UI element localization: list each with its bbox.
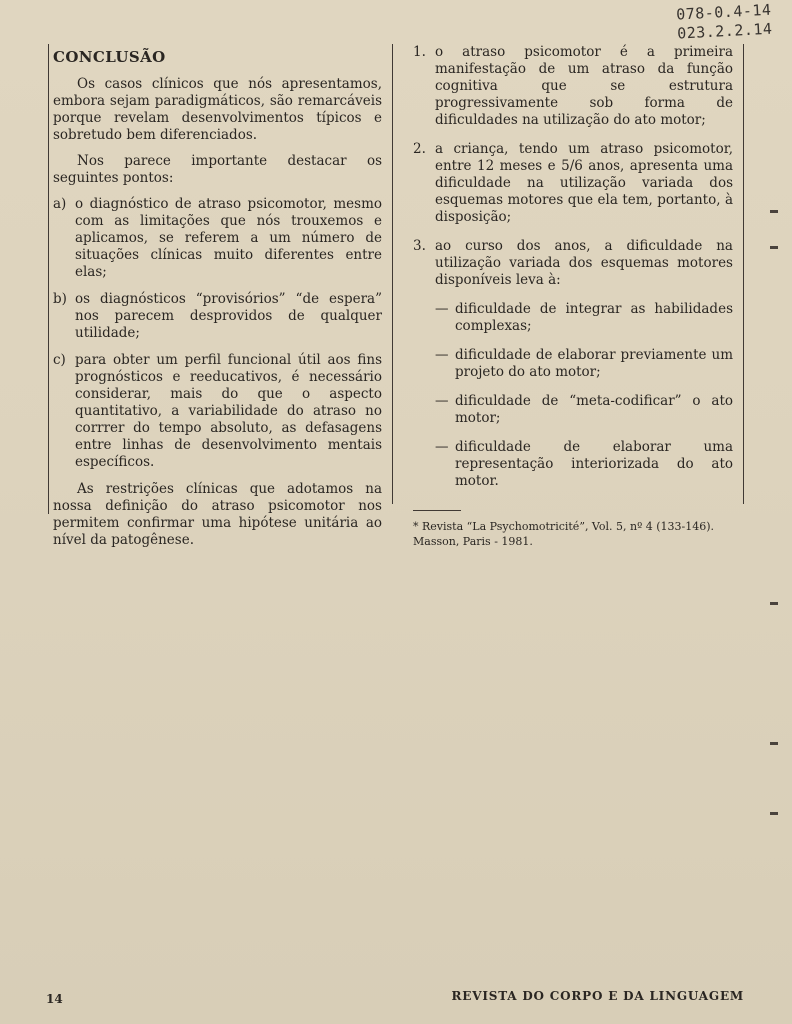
binding-mark <box>770 602 778 605</box>
footnote: * Revista “La Psychomotricité”, Vol. 5, nº 4 (133-146). Masson, Paris - 1981. <box>413 520 715 548</box>
footnote-rule <box>413 510 461 511</box>
difficulty-text: dificuldade de elaborar previamente um projeto do ato motor; <box>455 347 733 380</box>
left-text-column <box>48 44 382 548</box>
list-item-c <box>53 352 382 471</box>
difficulty-item <box>435 439 733 490</box>
numbered-item-text: o atraso psicomotor é a primeira manifestação de um atraso da função cognitiva que se estrutura progressivamente sob forma de dificuldades na utilização do ato motor; <box>435 44 733 128</box>
difficulty-text: dificuldade de “meta-codificar” o ato motor; <box>455 393 733 426</box>
difficulty-text: dificuldade de elaborar uma representação interiorizada do ato motor. <box>455 439 733 489</box>
list-item-marker: c) <box>53 352 66 368</box>
difficulty-item <box>435 347 733 381</box>
handwritten-reference <box>641 1 773 46</box>
numbered-item-text: ao curso dos anos, a dificuldade na utilização variada dos esquemas motores disponíveis leva à: <box>435 238 733 288</box>
handwritten-line-1: 078-0.4-14 <box>675 0 772 24</box>
difficulty-item <box>435 393 733 427</box>
list-item-b <box>53 291 382 342</box>
numbered-item-3 <box>413 238 733 289</box>
binding-mark <box>770 246 778 249</box>
numbered-item-marker: 3. <box>413 238 426 254</box>
section-title: CONCLUSÃO <box>53 48 166 66</box>
numbered-item-1 <box>413 44 733 129</box>
list-item-marker: b) <box>53 291 67 307</box>
points-intro-paragraph: Nos parece importante destacar os seguintes pontos: <box>53 153 382 186</box>
numbered-item-2 <box>413 141 733 226</box>
numbered-item-text: a criança, tendo um atraso psicomotor, entre 12 meses e 5/6 anos, apresenta uma dificuldade na utilização variada dos esquemas motores que ela tem, portanto, à disposição; <box>435 141 733 225</box>
list-item-text: os diagnósticos “provisórios” “de espera” nos parecem desprovidos de qualquer utilidade; <box>75 291 382 341</box>
binding-mark <box>770 210 778 213</box>
intro-paragraph: Os casos clínicos que nós apresentamos, embora sejam paradigmáticos, são remarcáveis porque revelam desenvolvimentos típicos e sobretudo bem diferenciados. <box>53 76 382 143</box>
dash-marker: — <box>435 439 449 455</box>
difficulty-text: dificuldade de integrar as habilidades complexas; <box>455 301 733 334</box>
numbered-item-marker: 2. <box>413 141 426 157</box>
journal-running-head: REVISTA DO CORPO E DA LINGUAGEM <box>451 989 744 1003</box>
dash-marker: — <box>435 301 449 317</box>
dash-marker: — <box>435 393 449 409</box>
closing-paragraph: As restrições clínicas que adotamos na nossa definição do atraso psicomotor nos permitem confirmar uma hipótese unitária ao nível da patogênese. <box>53 481 382 548</box>
difficulty-item <box>435 301 733 335</box>
difficulty-list <box>435 301 733 490</box>
list-item-marker: a) <box>53 196 67 212</box>
right-text-column <box>392 44 744 548</box>
binding-mark <box>770 812 778 815</box>
handwritten-line-2: 023.2.2.14 <box>676 19 773 43</box>
page-number: 14 <box>46 992 63 1006</box>
numbered-item-marker: 1. <box>413 44 426 60</box>
dash-marker: — <box>435 347 449 363</box>
list-item-text: o diagnóstico de atraso psicomotor, mesmo com as limitações que nós trouxemos e aplicamos, se referem a um número de situações clínicas muito diferentes entre elas; <box>75 196 382 280</box>
list-item-a <box>53 196 382 281</box>
list-item-text: para obter um perfil funcional útil aos fins prognósticos e reeducativos, é necessário considerar, mais do que o aspecto quantitativo, a variabilidade do atraso no corrrer do tempo absoluto, as defasagens entre linhas de desenvolvimento mentais específicos. <box>75 352 382 470</box>
binding-mark <box>770 742 778 745</box>
